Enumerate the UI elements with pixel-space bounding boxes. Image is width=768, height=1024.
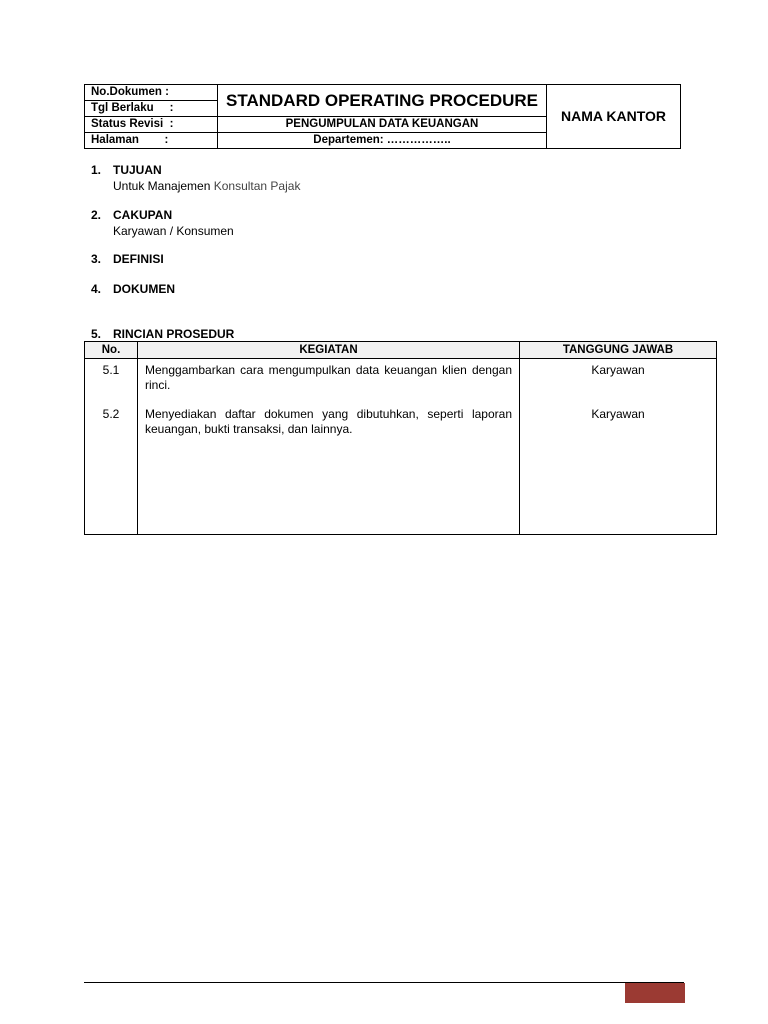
column-header-responsible: TANGGUNG JAWAB: [520, 342, 717, 359]
meta-page: Halaman :: [85, 133, 218, 149]
section-description: Untuk Manajemen Konsultan Pajak: [113, 179, 301, 193]
section-number: 2.: [91, 208, 102, 222]
row-responsible: Karyawan: [520, 359, 717, 403]
meta-document-number: No.Dokumen :: [85, 85, 218, 101]
section-procedure-details: [91, 327, 234, 341]
section-scope: [91, 208, 234, 238]
sop-title: STANDARD OPERATING PROCEDURE: [218, 85, 547, 117]
meta-effective-date: Tgl Berlaku :: [85, 101, 218, 117]
row-number: 5.1: [85, 359, 138, 403]
column-header-no: No.: [85, 342, 138, 359]
row-activity: Menyediakan daftar dokumen yang dibutuhkan, seperti laporan keuangan, bukti transaksi, dan lainnya.: [138, 403, 520, 535]
section-number: 3.: [91, 252, 102, 266]
section-number: 1.: [91, 163, 102, 177]
meta-revision-status: Status Revisi :: [85, 117, 218, 133]
section-purpose: [91, 163, 301, 193]
sop-header-table: [84, 84, 681, 149]
office-name: NAMA KANTOR: [547, 85, 681, 149]
row-responsible: Karyawan: [520, 403, 717, 535]
section-title: DOKUMEN: [113, 282, 175, 296]
footer-divider: [84, 982, 684, 983]
table-row: [85, 359, 717, 403]
section-description: Karyawan / Konsumen: [113, 224, 234, 238]
section-definition: [91, 252, 164, 266]
section-title: RINCIAN PROSEDUR: [113, 327, 235, 341]
row-activity: Menggambarkan cara mengumpulkan data keuangan klien dengan rinci.: [138, 359, 520, 403]
procedure-header-row: [85, 342, 717, 359]
section-number: 5.: [91, 327, 102, 341]
section-number: 4.: [91, 282, 102, 296]
section-title: DEFINISI: [113, 252, 164, 266]
procedure-table: [84, 341, 717, 535]
section-title: TUJUAN: [113, 163, 162, 177]
section-title: CAKUPAN: [113, 208, 173, 222]
footer-page-marker: [625, 983, 685, 1003]
sop-subtitle: PENGUMPULAN DATA KEUANGAN: [218, 117, 547, 133]
column-header-activity: KEGIATAN: [138, 342, 520, 359]
sop-department: Departemen: ……………..: [218, 133, 547, 149]
table-row: [85, 403, 717, 535]
section-documents: [91, 282, 175, 296]
row-number: 5.2: [85, 403, 138, 535]
